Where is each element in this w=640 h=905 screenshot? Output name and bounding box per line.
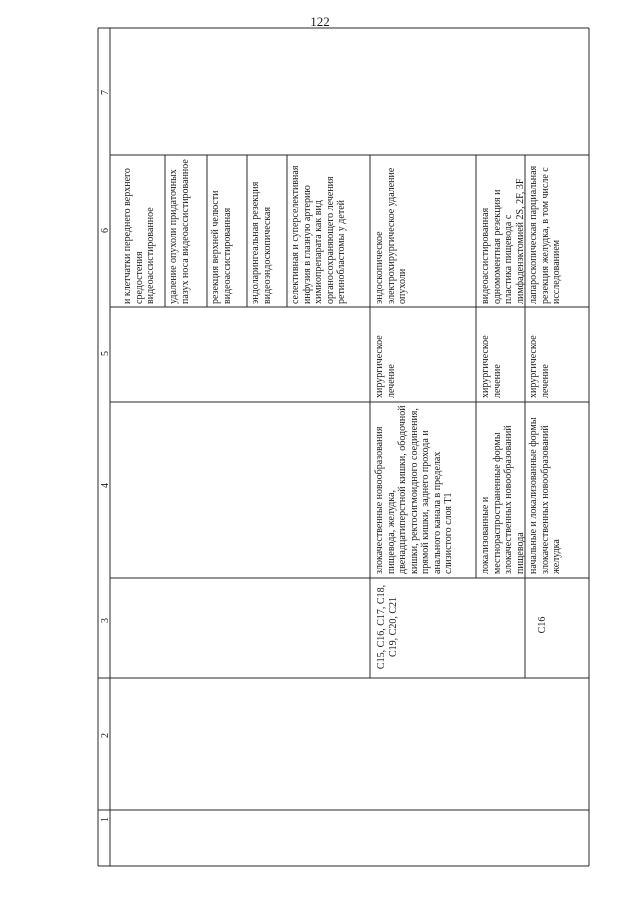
col-number-5: 5 <box>100 351 111 356</box>
col-number-7: 7 <box>100 90 111 95</box>
cell-diagnosis-6: локализованные и местнораспространенные формы злокачественных новообразований пищевода <box>480 425 526 574</box>
cell-procedure-4: селективная и суперселективная инфузия в глазную артерию химиопрепарата как вид органосохраняющего лечения ретинобластомы у детей <box>290 165 347 304</box>
cell-procedure-6: видеоассистированная одномоментная резекция и пластика пищевода с лимфаденэктомией 2S, 2F, 3F <box>480 178 526 304</box>
cell-procedure-5: эндоскопическое электрохирургическое удаление опухоли <box>374 167 408 304</box>
cell-diagnosis-5: злокачественные новообразования пищевода, желудка, двенадцатиперстной кишки, ободочной кишки, ректосигмоидного соединения, прямой кишки, заднего прохода и анального канала в пределах слизистого слоя T1 <box>374 405 454 574</box>
col-number-6: 6 <box>100 228 111 233</box>
cell-diagnosis-7: начальные и локализованные формы злокачественных новообразований желудка <box>528 417 562 574</box>
page-number: 122 <box>310 14 330 29</box>
col-number-4: 4 <box>100 483 111 488</box>
cell-procedure-7: лапароскопическая парциальная резекция желудка, в том числе с исследованием <box>528 165 562 304</box>
cell-procedure-2: резекция верхней челюсти видеоассистированная <box>210 190 233 304</box>
col-number-3: 3 <box>100 618 111 623</box>
cell-icd-code-5: C15, C16, C17, C18, C19, C20, C21 <box>376 584 399 670</box>
cell-procedure-3: эндоларингеальная резекция видеоэндоскопическая <box>250 181 273 304</box>
cell-treatment-6: хирургическое лечение <box>480 335 503 398</box>
cell-procedure-0: и клетчатки переднего верхнего средостения видеоассистированное <box>122 168 156 304</box>
cell-treatment-7: хирургическое лечение <box>528 335 551 398</box>
cell-treatment-5: хирургическое лечение <box>374 335 397 398</box>
cell-icd-code-7: C16 <box>537 616 548 634</box>
col-number-1: 1 <box>100 817 111 822</box>
col-number-2: 2 <box>100 733 111 738</box>
cell-procedure-1: удаление опухоли придаточных пазух носа видеоассистированное <box>168 159 191 304</box>
